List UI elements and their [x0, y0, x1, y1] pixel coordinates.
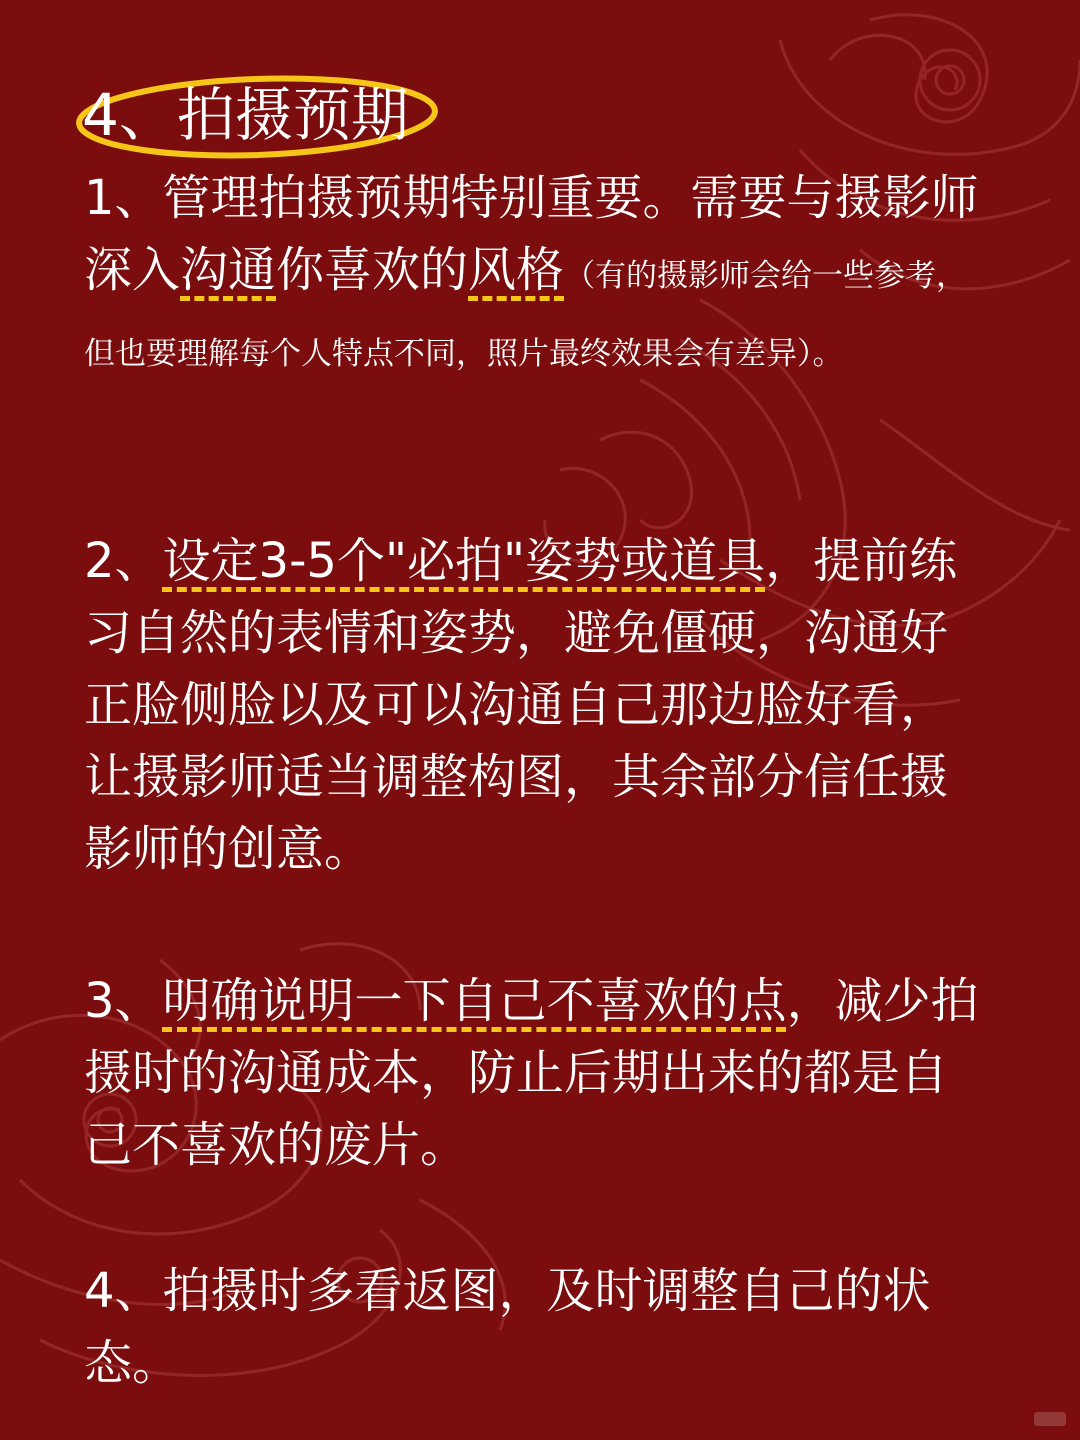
tip-1-text: 你喜欢的 [276, 242, 469, 298]
section-title [72, 72, 442, 162]
tip-3-number: 3、 [84, 973, 163, 1029]
tip-2-text: ，提前练习自然的表情和姿势，避免僵硬，沟通好正脸侧脸以及可以沟通自己那边脸好看，让摄影师适当调整构图，其余部分信任摄影师的创意。 [84, 533, 958, 877]
tip-1 [84, 162, 984, 390]
tip-1-note: （有的摄影师会给一些参考，但也要理解每个人特点不同，照片最终效果会有差异）。 [84, 258, 968, 372]
tip-2 [84, 525, 984, 885]
tip-1-highlight-communicate: 沟通 [180, 242, 277, 298]
tip-1-text: 1、管理拍摄预期特别重要。需要与摄影师深入 [84, 170, 979, 298]
tip-4-text: 4、拍摄时多看返图，及时调整自己的状态。 [84, 1263, 931, 1391]
tip-2-number: 2、 [84, 533, 163, 589]
tip-3-highlight: 明确说明一下自己不喜欢的点 [162, 973, 787, 1029]
tip-3-text: ，减少拍摄时的沟通成本，防止后期出来的都是自己不喜欢的废片。 [84, 973, 979, 1173]
tip-3 [84, 965, 984, 1181]
tip-2-highlight: 设定3-5个"必拍"姿势或道具 [162, 533, 766, 589]
watermark-logo [1034, 1412, 1066, 1426]
tip-4 [84, 1255, 984, 1399]
tip-1-highlight-style: 风格 [468, 242, 565, 298]
page-title: 4、拍摄预期 [82, 81, 409, 149]
